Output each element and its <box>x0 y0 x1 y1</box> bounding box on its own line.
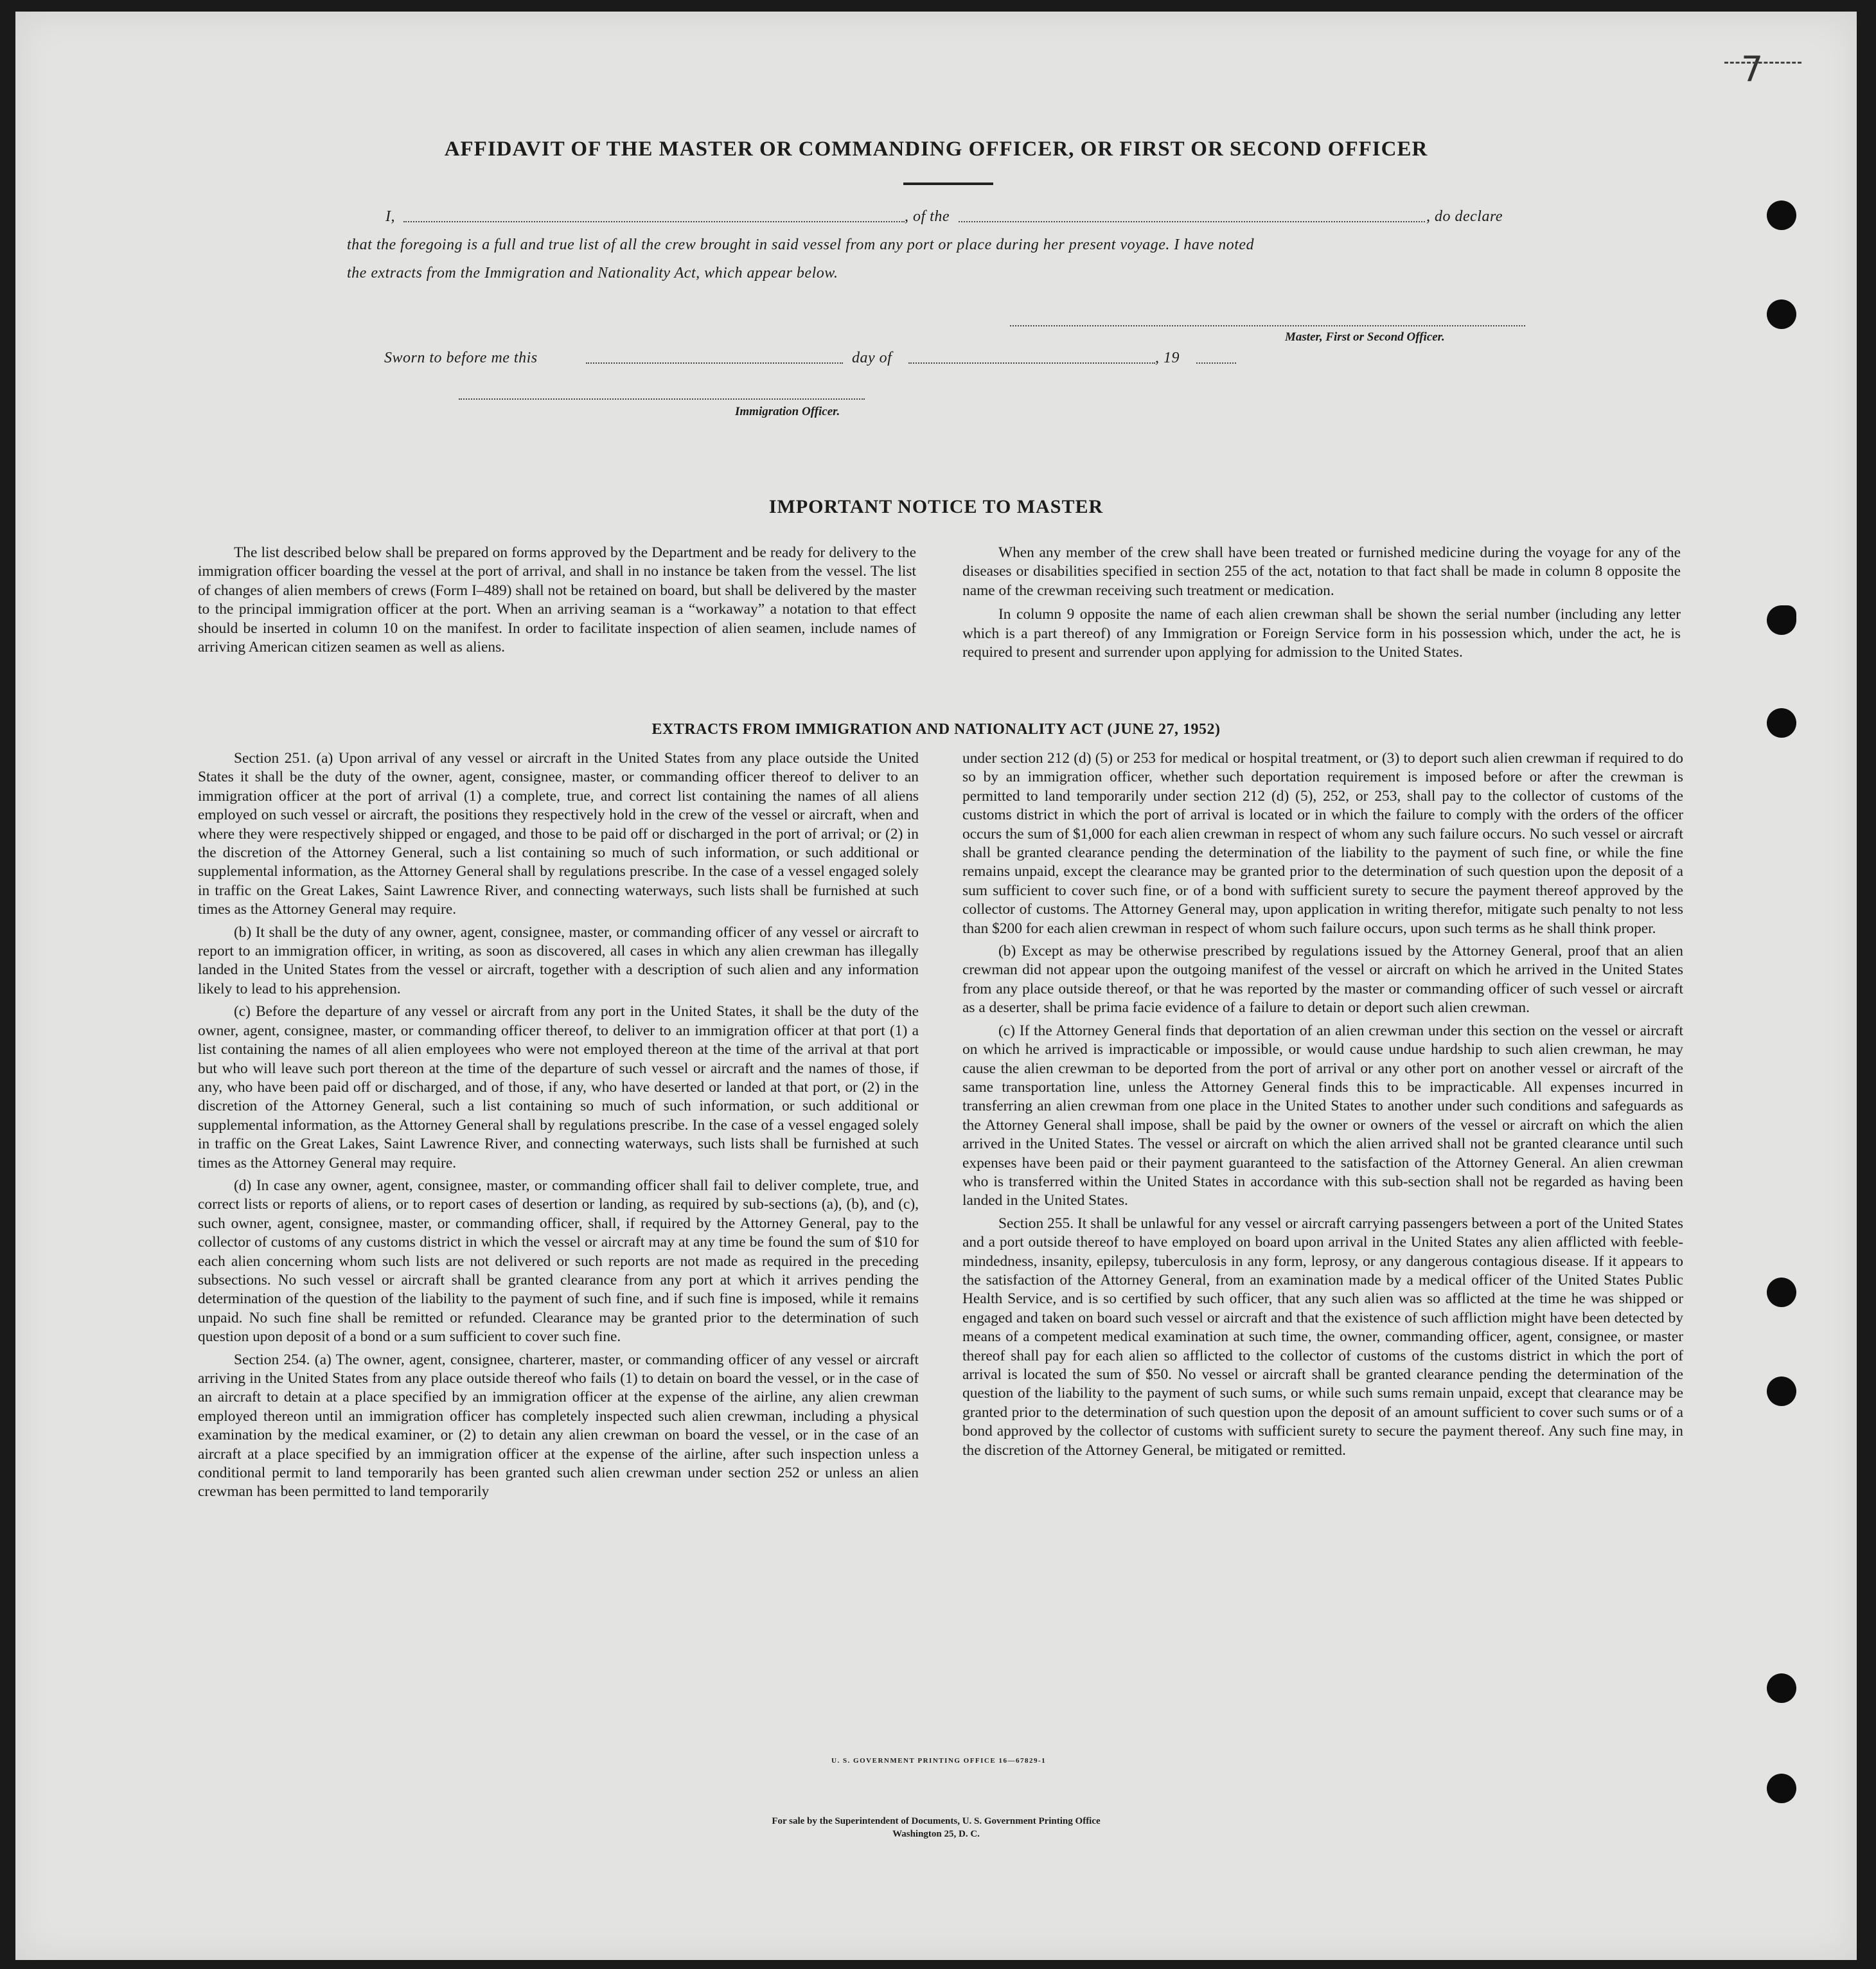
punch-hole <box>1767 299 1796 329</box>
day-of-label: day of <box>852 350 892 366</box>
sworn-month-blank[interactable] <box>908 362 1155 364</box>
section-251-d: (d) In case any owner, agent, consignee, master, or commanding officer shall fail to deliver complete, true, and correct lists or reports of aliens, or to report cases of desertion or landing, as required by sub-sections (a), (b), and (c), such owner, agent, consignee, master, or commanding officer, shall, if required by the Attorney General, pay to the collector of customs of any customs district in which the vessel or aircraft may at any time be found the sum of $10 for each alien concerning whom such lists are not delivered or such reports are not made as required in the preceding subsections. No such vessel or aircraft shall be granted clearance from any port at which it arrives pending the determination of the question of the liability to the payment of such fine, and if such fine is imposed, while it remains unpaid. No such fine shall be remitted or refunded. Clearance may be granted prior to the determination of such question upon deposit of a bond or a sum sufficient to cover such fine. <box>198 1177 919 1346</box>
sale-notice-line-2: Washington 25, D. C. <box>892 1829 980 1839</box>
affidavit-title: AFFIDAVIT OF THE MASTER OR COMMANDING OFFICER, OR FIRST OR SECOND OFFICER <box>444 138 1428 161</box>
do-declare-label: , do declare <box>1426 208 1503 225</box>
section-251-b: (b) It shall be the duty of any owner, agent, consignee, master, or commanding officer of any vessel or aircraft to report to an immigration officer, in writing, as soon as discovered, all cases in which any alien crewman has illegally landed in the United States from the vessel or aircraft, together with a description of such alien and any information likely to lead to his apprehension. <box>198 923 919 997</box>
extracts-left-column <box>198 749 919 1506</box>
punch-hole <box>1767 1673 1796 1703</box>
immigration-officer-caption: Immigration Officer. <box>735 405 840 418</box>
punch-hole <box>1767 1774 1796 1803</box>
corner-dashes-mark <box>1724 62 1801 64</box>
sale-notice-line-1: For sale by the Superintendent of Documents, U. S. Government Printing Office <box>772 1816 1101 1826</box>
sale-notice <box>15 1815 1857 1840</box>
title-divider <box>903 183 993 185</box>
notice-left-column <box>198 544 916 661</box>
notice-left-paragraph: The list described below shall be prepared on forms approved by the Department and be ready for delivery to the immigration officer boarding the vessel at the port of arrival, and shall in no instance be taken from the vessel. The list of changes of alien members of crews (Form I–489) shall not be retained on board, but shall be delivered by the master to the principal immigration officer at the port. When an arriving seaman is a “workaway” a notation to that effect should be inserted in column 10 on the manifest. In order to facilitate inspection of alien seamen, include names of arriving American citizen seamen as well as aliens. <box>198 544 916 656</box>
printing-office-code: U. S. GOVERNMENT PRINTING OFFICE 16—67829-1 <box>831 1757 1047 1765</box>
affidavit-i-label: I, <box>385 208 395 225</box>
section-254-a-continued: under section 212 (d) (5) or 253 for medical or hospital treatment, or (3) to deport such alien crewman if required to do so by an immigration officer, whether such deportation requirement is imposed before or after the crewman is permitted to land temporarily under section 212 (d) (5), 252, or 253, shall pay to the collector of customs of the customs district in which the port of arrival is located or in which the failure to comply with the orders of the officer occurs the sum of $1,000 for each alien crewman in respect of whom any such failure occurs. No such vessel or aircraft shall be granted clearance pending the determination of the liability to the payment of such fine, or while the fine remains unpaid, except the clearance may be granted prior to the determination of such question upon the deposit of a sum sufficient to cover such fine, or of a bond with sufficient surety to secure the payment thereof approved by the collector of customs. The Attorney General may, upon application in writing therefor, mitigate such penalty to not less than $200 for each alien crewman in respect of whom such failure occurs, upon such terms as he shall think proper. <box>962 750 1683 937</box>
punch-hole <box>1767 1278 1796 1307</box>
notice-right-paragraph-1: When any member of the crew shall have been treated or furnished medicine during the voyage for any of the diseases or disabilities specified in section 255 of the act, notation to that fact shall be made in column 8 opposite the name of the crewman receiving such treatment or medication. <box>962 544 1681 599</box>
master-signature-caption: Master, First or Second Officer. <box>1285 330 1445 344</box>
section-254-b: (b) Except as may be otherwise prescribed by regulations issued by the Attorney General, proof that an alien crewman did not appear upon the outgoing manifest of the vessel or aircraft on which he arrived in the United States from any place outside thereof, or that he was reported by the master or commanding officer of such vessel or aircraft as a deserter, shall be prima facie evidence of a failure to detain or deport such alien crewman. <box>962 943 1683 1017</box>
sworn-label: Sworn to before me this <box>384 350 538 366</box>
section-251-a: Section 251. (a) Upon arrival of any vessel or aircraft in the United States from any place outside the United States it shall be the duty of the owner, agent, consignee, master, or commanding officer thereof to deliver to an immigration officer at the port of arrival (1) a complete, true, and correct list containing the names of all aliens employed on such vessel or aircraft, the positions they respectively hold in the crew of the vessel or aircraft, when and where they were respectively shipped or engaged, and those to be paid off or discharged in the port of arrival; or (2) in the discretion of the Attorney General, such a list containing so much of such information, or such additional or supplemental information, as the Attorney General shall by regulations prescribe. In the case of a vessel engaged solely in traffic on the Great Lakes, Saint Lawrence River, and connecting waterways, such lists shall be furnished at such times as the Attorney General may require. <box>198 750 919 918</box>
section-251-c: (c) Before the departure of any vessel or aircraft from any port in the United States, it shall be the duty of the owner, agent, consignee, master, or commanding officer thereof, to deliver to an immigration officer at that port (1) a list containing the names of all alien employees who were not employed thereon at the time of the arrival at that port but who will leave such port thereon at the time of the departure of such vessel or aircraft and the names of those, if any, who have been paid off or discharged, and of those, if any, who have deserted or landed at that port, or (2) in the discretion of the Attorney General, such a list containing so much of such information, or such additional or supplemental information, as the Attorney General shall by regulations prescribe. In the case of a vessel engaged solely in traffic on the Great Lakes, Saint Lawrence River, and connecting waterways, such lists shall be furnished at such times as the Attorney General may require. <box>198 1003 919 1172</box>
punch-hole <box>1767 200 1796 230</box>
affidavit-statement-line2: the extracts from the Immigration and Nationality Act, which appear below. <box>347 265 838 281</box>
sworn-day-blank[interactable] <box>586 362 843 364</box>
punch-hole <box>1767 708 1796 738</box>
year-label: , 19 <box>1155 350 1180 366</box>
punch-hole <box>1767 605 1796 635</box>
affidavit-statement-line: that the foregoing is a full and true list of all the crew brought in said vessel from any port or place during her present voyage. I have noted <box>347 236 1255 253</box>
section-254-a: Section 254. (a) The owner, agent, consignee, charterer, master, or commanding officer of any vessel or aircraft arriving in the United States from any place outside thereof who fails (1) to detain on board the vessel, or in the case of an aircraft to detain at a place specified by an immigration officer at the expense of the airline, any alien crewman employed thereon until an immigration officer has completely inspected such alien crewman, including a physical examination by the medical examiner, or (2) to detain any alien crewman on board the vessel, or in the case of an aircraft at a place specified by an immigration officer at the expense of the airline, after such inspection unless a conditional permit to land temporarily has been granted such alien crewman under section 252 or unless an alien crewman has been permitted to land temporarily <box>198 1351 919 1501</box>
punch-hole <box>1767 1377 1796 1406</box>
vessel-blank[interactable] <box>959 221 1425 222</box>
extracts-title: EXTRACTS FROM IMMIGRATION AND NATIONALITY ACT (JUNE 27, 1952) <box>651 721 1221 738</box>
notice-title: IMPORTANT NOTICE TO MASTER <box>768 496 1104 517</box>
section-255: Section 255. It shall be unlawful for any vessel or aircraft carrying passengers between a port of the United States and a port outside thereof to have employed on board upon arrival in the United States any alien afflicted with feeble-mindedness, insanity, epilepsy, tuberculosis in any form, leprosy, or any dangerous contagious disease. If it appears to the satisfaction of the Attorney General, from an examination made by a medical officer of the United States Public Health Service, and is so certified by such officer, that any such alien was so afflicted at the time he was shipped or engaged and taken on board such vessel or aircraft and that the existence of such affliction might have been detected by means of a competent medical examination at such time, the owner, commanding officer, agent, consignee, or master thereof shall pay for each alien so afflicted to the collector of customs of the customs district in which the port of arrival is located the sum of $50. No vessel or aircraft shall be granted clearance pending the determination of the question of the liability to the payment of such sums, or while such sums remain unpaid, except that clearance may be granted prior to the determination of such question upon the deposit of an amount sufficient to cover such sums or of a bond approved by the collector of customs with sufficient surety to secure the payment thereof. Any such fine may, in the discretion of the Attorney General, be mitigated or remitted. <box>962 1215 1683 1459</box>
immigration-officer-signature-line[interactable] <box>459 398 865 400</box>
master-signature-line[interactable] <box>1010 325 1525 326</box>
extracts-right-column <box>962 749 1683 1464</box>
notice-right-paragraph-2: In column 9 opposite the name of each alien crewman shall be shown the serial number (including any letter which is a part thereof) of any Immigration or Foreign Service form in his possession which, under the act, he is required to present and surrender upon applying for admission to the United States. <box>962 606 1681 661</box>
corner-page-mark: 7 <box>1741 49 1764 89</box>
section-254-c: (c) If the Attorney General finds that deportation of an alien crewman under this section on the vessel or aircraft on which he arrived is impracticable or impossible, or would cause undue hardship to such alien crewman, he may cause the alien crewman to be deported from the port of arrival or any other port on another vessel or aircraft of the same transportation line, unless the Attorney General finds this to be impracticable. All expenses incurred in transferring an alien crewman from one place in the United States to another under such conditions and safeguards as the Attorney General shall impose, shall be paid by the owner or owners of the vessel or aircraft on which the alien arrived in the United States. The vessel or aircraft on which the alien arrived shall not be granted clearance until such expenses have been paid or their payment guaranteed to the satisfaction of the Attorney General. An alien crewman who is transferred within the United States in accordance with this sub-section shall not be regarded as having been landed in the United States. <box>962 1022 1683 1209</box>
document-page <box>15 12 1857 1960</box>
name-blank[interactable] <box>403 221 905 222</box>
sworn-year-blank[interactable] <box>1196 362 1236 364</box>
of-the-label: , of the <box>905 208 950 225</box>
notice-right-column <box>962 544 1681 666</box>
